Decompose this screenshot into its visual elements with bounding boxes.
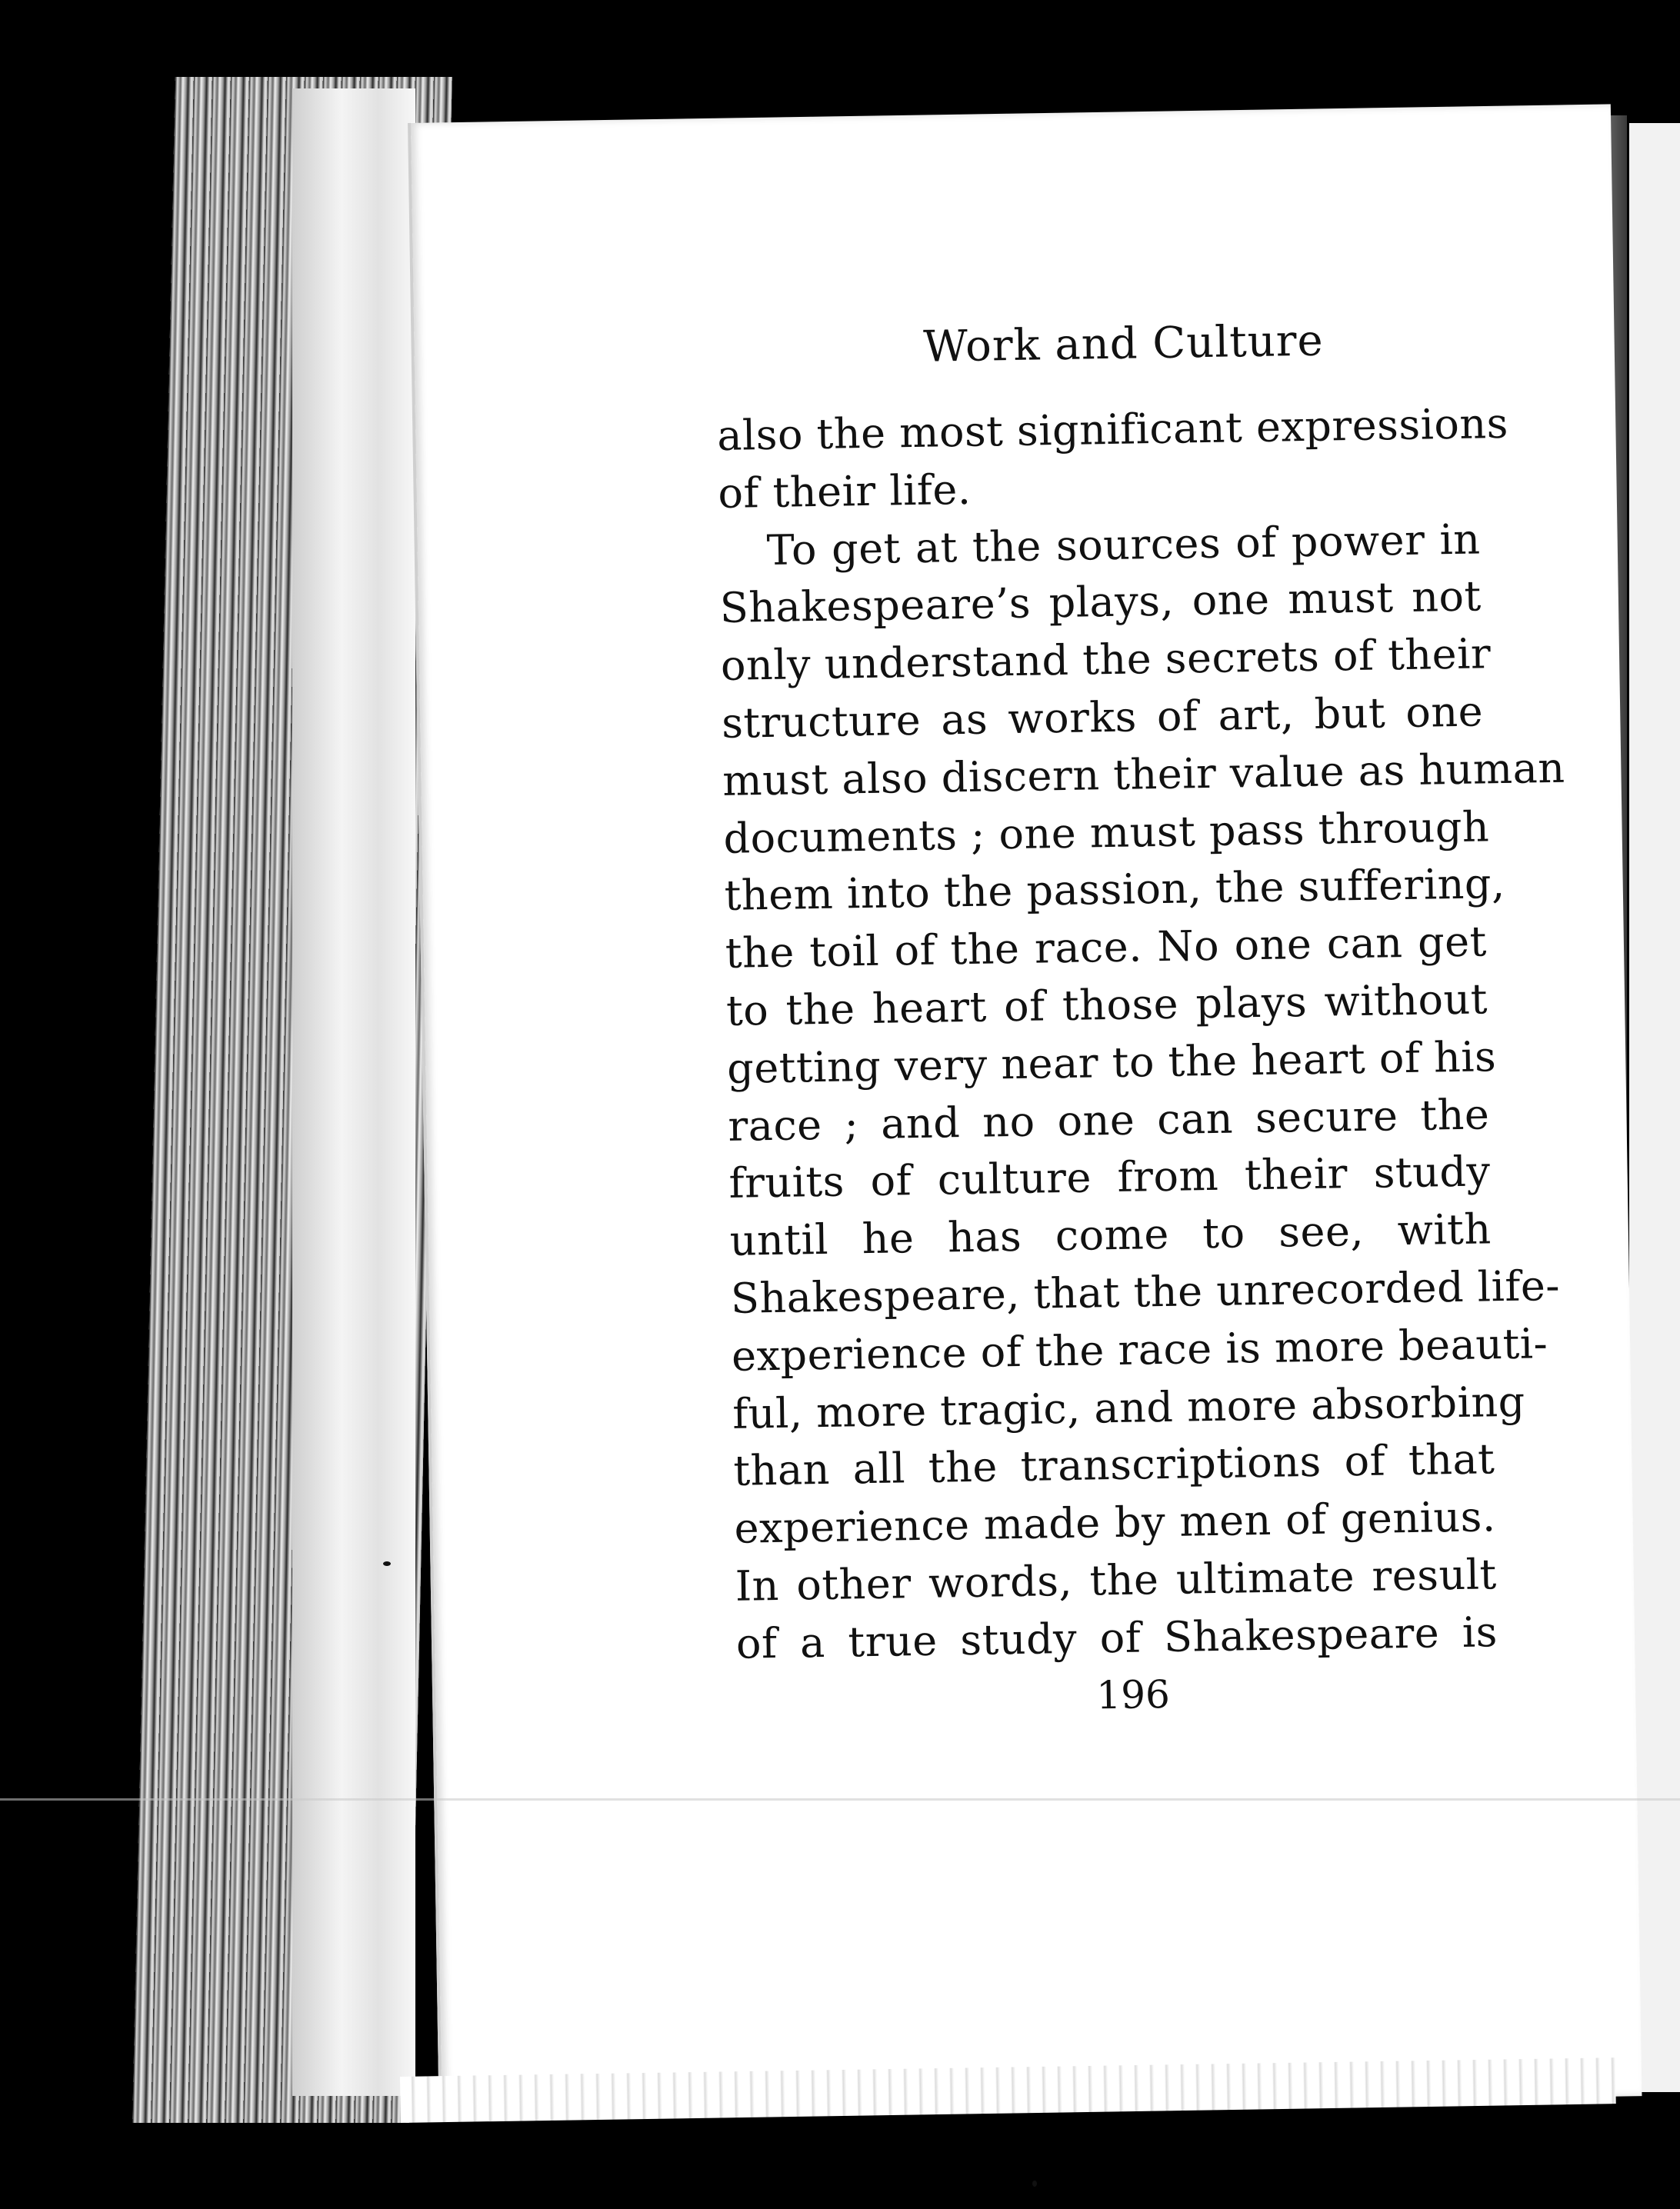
text-line: experience made by men of genius. [734, 1492, 1496, 1553]
text-line: Shakespeare, that the unrecorded life- [730, 1261, 1561, 1323]
text-line: only understand the secrets of their [720, 629, 1492, 691]
body-text [716, 395, 1566, 1673]
dust-speck [1032, 2181, 1037, 2187]
text-line: also the most significant expressions [716, 398, 1509, 460]
running-head: Work and Culture [922, 315, 1325, 372]
text-line: documents ; one must pass through [723, 801, 1490, 863]
text-line: the toil of the race. No one can get [725, 917, 1488, 978]
text-line: To get at the sources of power in [766, 515, 1482, 575]
text-line: of their life. [717, 465, 972, 518]
scan-artifact-line [0, 1798, 1680, 1801]
page-text-block [715, 311, 1566, 1724]
text-line: than all the transcriptions of that [732, 1434, 1495, 1496]
text-line: them into the passion, the suffering, [724, 859, 1506, 921]
page-number: 196 [1095, 1671, 1171, 1718]
text-line: getting very near to the heart of his [726, 1031, 1497, 1093]
text-line: Shakespeare’s plays, one must not [719, 571, 1482, 633]
text-line: fruits of culture from their study [728, 1147, 1491, 1208]
text-line: ful, more tragic, and more absorbing [732, 1377, 1526, 1438]
text-line: must also discern their value as human [722, 743, 1566, 805]
text-line: experience of the race is more beauti- [731, 1318, 1548, 1381]
page-stack-inner [292, 88, 415, 2096]
text-line: In other words, the ultimate result [735, 1550, 1498, 1611]
text-line: structure as works of art, but one [721, 687, 1484, 748]
text-line: to the heart of those plays without [725, 975, 1488, 1035]
text-line: of a true study of Shakespeare is [735, 1607, 1498, 1668]
text-line: race ; and no one can secure the [727, 1089, 1490, 1151]
text-line: until he has come to see, with [729, 1204, 1492, 1266]
dust-speck [383, 1561, 391, 1566]
